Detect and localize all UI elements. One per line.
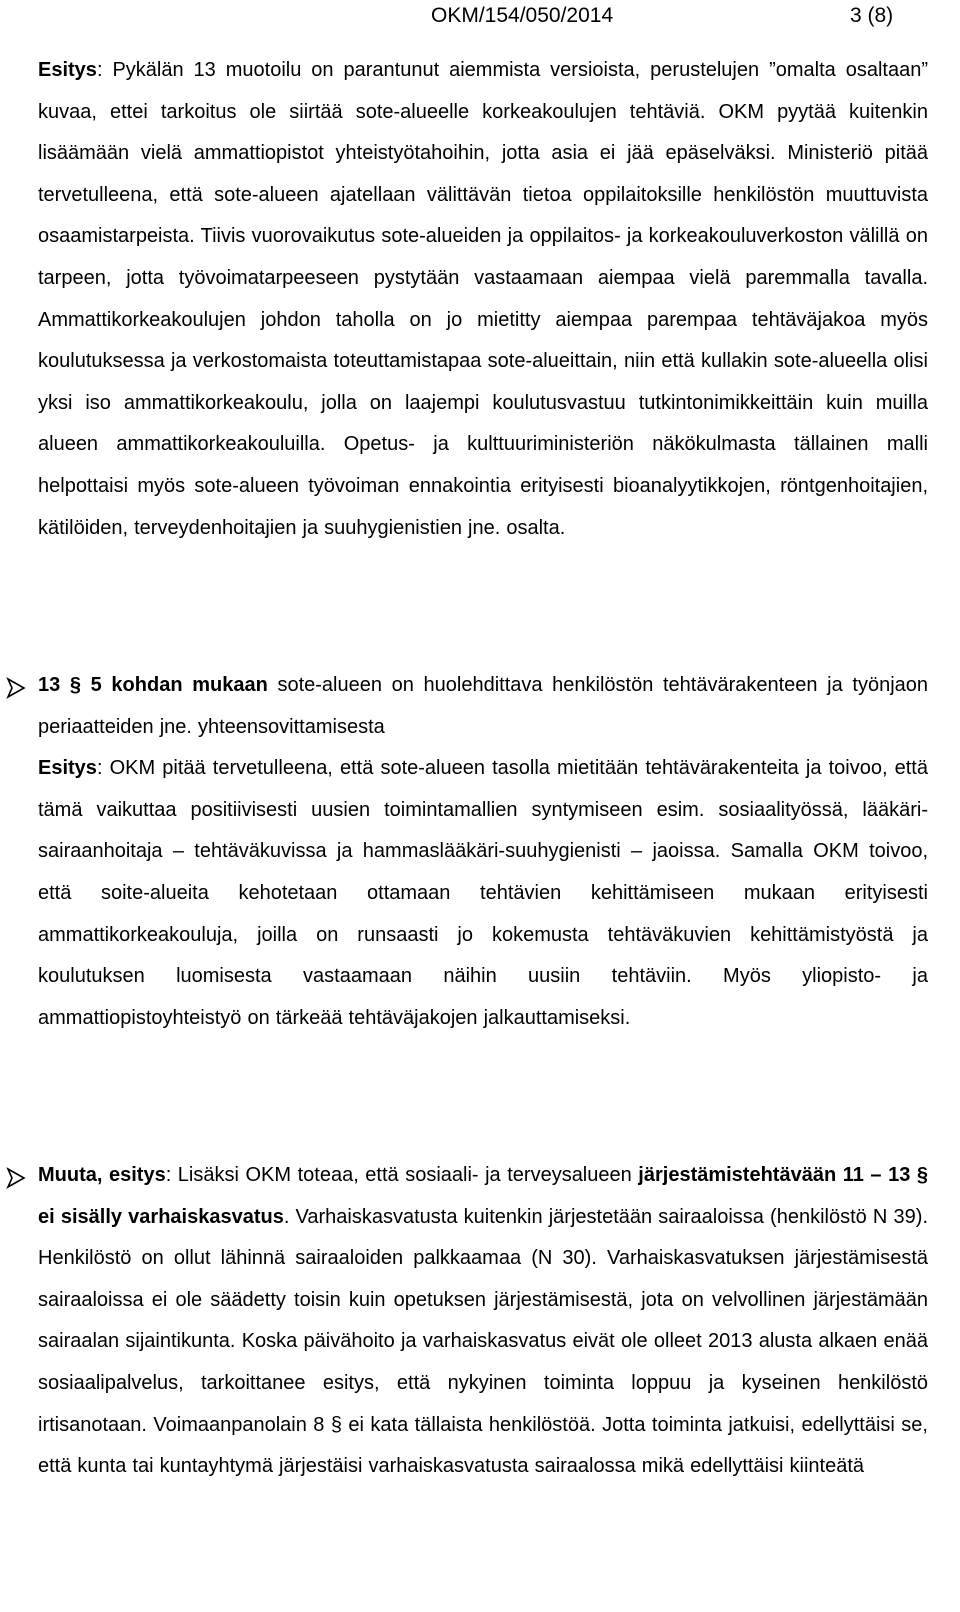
muuta-esitys-label: Muuta, esitys <box>38 1164 166 1186</box>
paragraph-3-text-b: . Varhaiskasvatusta kuitenkin järjestetään sairaaloissa (henkilöstö N 39). Henkilöstö on ollut lähinnä sairaaloiden palkkaamaa (N 30). Varhaiskasvatuksen järjestämisestä sairaaloissa ei ole säädetty toisin kuin opetuksen järjestämisestä, jota on velvollinen järjestämään sairaalan sijaintikunta. Koska päivähoito ja varhaiskasvatus eivät ole olleet 2013 alusta alkaen enää sosiaalipalvelus, tarkoittanee esitys, että nykyinen toiminta loppuu ja kyseinen henkilöstö irtisanotaan. Voimaanpanolain 8 § ei kata tällaista henkilöstöä. Jotta toiminta jatkuisi, edellyttäisi se, että kunta tai kuntayhtymä järjestäisi varhaiskasvatusta sairaalossa mikä edellyttäisi kiinteätä <box>38 1205 928 1478</box>
paragraph-1-text: : Pykälän 13 muotoilu on parantunut aiemmista versioista, perustelujen ”omalta osaltaan” kuvaa, ettei tarkoitus ole siirtää sote-alueelle korkeakoulujen tehtäviä. OKM pyytää kuitenkin lisäämään vielä ammattiopistot yhteistyötahoihin, jotta asia ei jää epäselväksi. Ministeriö pitää tervetulleena, että sote-alueen ajatellaan välittävän tietoa oppilaitoksille henkilöstön muuttuvista osaamistarpeista. Tiivis vuorovaikutus sote-alueiden ja oppilaitos- ja korkeakouluverkoston välillä on tarpeen, jotta työvoimatarpeeseen pystytään vastaamaan aiempaa vielä paremmalla tavalla. Ammattikorkeakoulujen johdon taholla on jo mietitty aiempaa parempaa tehtäväjakoa myös koulutuksessa ja verkostomaista toteuttamistapaa sote-alueittain, niin että kullakin sote-alueella olisi yksi iso ammattikorkeakoulu, jolla on laajempi koulutusvastuu tutkintonimikkeittäin kuin muilla alueen ammattikorkeakouluilla. Opetus- ja kulttuuriministeriön näkökulmasta tällainen malli helpottaisi myös sote-alueen työvoiman ennakointia erityisesti bioanalyytikkojen, röntgenhoitajien, kätilöiden, terveydenhoitajien ja suuhygienistien jne. osalta. <box>38 59 928 539</box>
paragraph-3-text-a: : Lisäksi OKM toteaa, että sosiaali- ja terveysalueen <box>165 1164 639 1186</box>
paragraph-3 <box>38 1155 928 1488</box>
section-heading-rest: sote-alueen on huolehdittava henkilöstön tehtävärakenteen ja työnjaon periaatteiden jne. yhteensovittamisesta <box>38 674 929 738</box>
esitys-label: Esitys <box>38 59 97 81</box>
paragraph-3-bold: järjestämistehtävään 11 – 13 § ei sisälly varhaiskasvatus <box>38 1164 929 1228</box>
page-header <box>0 0 960 40</box>
page-number: 3 (8) <box>850 4 894 27</box>
paragraph-2 <box>38 665 928 1039</box>
section-heading: 13 § 5 kohdan mukaan <box>38 674 268 696</box>
paragraph-1 <box>38 50 928 549</box>
esitys-label: Esitys <box>38 757 97 780</box>
paragraph-2-text: : OKM pitää tervetulleena, että sote-alueen tasolla mietitään tehtävärakenteita ja toivoo, että tämä vaikuttaa positiivisesti uusien toimintamallien syntymiseen esim. sosiaalityössä, lääkäri-sairaanhoitaja – tehtäväkuvissa ja hammaslääkäri-suuhygienisti – jaoissa. Samalla OKM toivoo, että soite-alueita kehotetaan ottamaan tehtävien kehittämiseen mukaan erityisesti ammattikorkeakouluja, joilla on runsaasti jo kokemusta tehtäväkuvien kehittämistyöstä ja koulutuksen luomisesta vastaamaan näihin uusiin tehtäviin. Myös yliopisto- ja ammattiopistoyhteistyö on tärkeää tehtäväjakojen jalkauttamiseksi. <box>38 757 928 1029</box>
arrowhead-bullet-icon <box>5 1167 27 1189</box>
document-id: OKM/154/050/2014 <box>431 4 614 27</box>
arrowhead-bullet-icon <box>5 677 27 699</box>
